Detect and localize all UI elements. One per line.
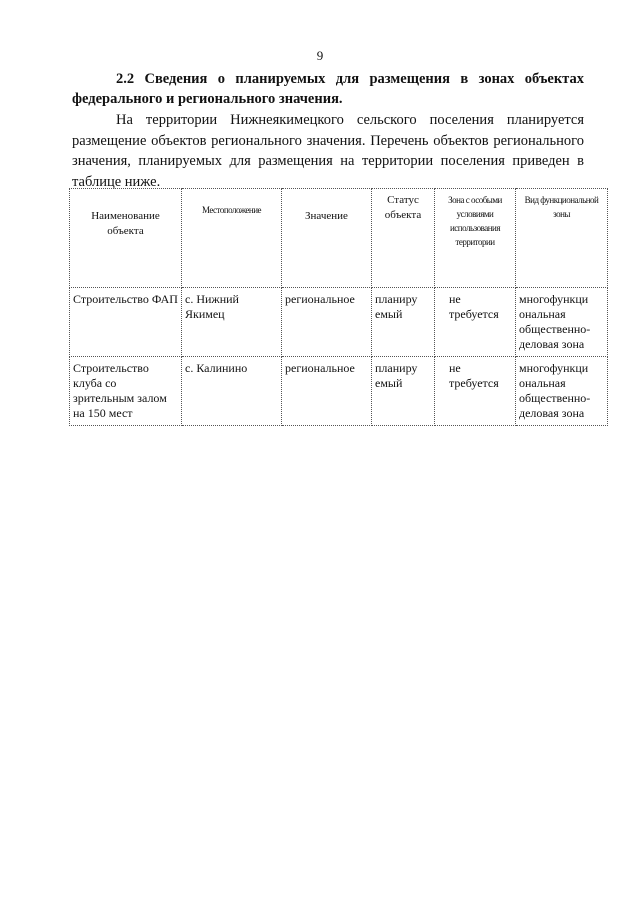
- page-number: 9: [316, 48, 324, 63]
- header-special-zone: Зона с особыми условиями использования территории: [435, 189, 516, 288]
- cell-functional-zone: многофункци ональная общественно-деловая зона: [516, 288, 608, 357]
- header-status: Статус объекта: [372, 189, 435, 288]
- table-row: [70, 357, 608, 426]
- header-functional-zone: Вид функциональной зоны: [516, 189, 608, 288]
- planned-objects-table: [69, 188, 608, 426]
- header-object-name: Наименование объекта: [70, 189, 182, 288]
- cell-significance: региональное: [282, 357, 372, 426]
- intro-paragraph: На территории Нижнеякимецкого сельского поселения планируется размещение объектов регионального значения. Перечень объектов регионального значения, планируемых для размещения на территории поселения приведен в таблице ниже.: [72, 112, 584, 190]
- header-location: Местоположение: [182, 189, 282, 288]
- cell-functional-zone: многофункци ональная общественно-деловая зона: [516, 357, 608, 426]
- cell-location: с. Калинино: [182, 357, 282, 426]
- cell-status: планиру емый: [372, 288, 435, 357]
- table-row: [70, 288, 608, 357]
- cell-status: планиру емый: [372, 357, 435, 426]
- table-header-row: [70, 189, 608, 288]
- cell-location: с. Нижний Якимец: [182, 288, 282, 357]
- section-heading: 2.2 Сведения о планируемых для размещения в зонах объектах федерального и регионального значения.: [72, 71, 584, 107]
- cell-special-zone: не требуется: [435, 357, 516, 426]
- header-significance: Значение: [282, 189, 372, 288]
- cell-object-name: Строительство ФАП: [70, 288, 182, 357]
- cell-special-zone: не требуется: [435, 288, 516, 357]
- cell-object-name: Строительство клуба со зрительным залом на 150 мест: [70, 357, 182, 426]
- cell-significance: региональное: [282, 288, 372, 357]
